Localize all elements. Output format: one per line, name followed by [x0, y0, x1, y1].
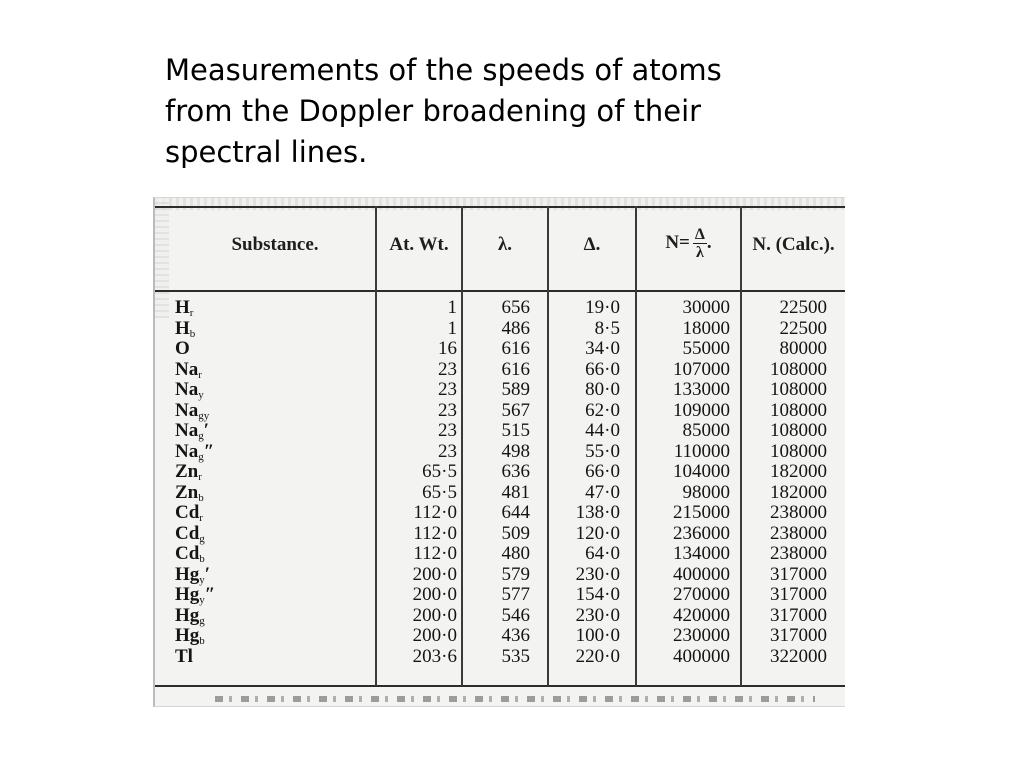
- header-lambda: λ.: [497, 234, 513, 255]
- n-calculated-cell: 238000: [770, 522, 827, 544]
- element-symbol: Hg: [175, 584, 200, 605]
- dot-leader: [231, 544, 369, 564]
- prime-mark: ′: [203, 420, 210, 441]
- element-symbol: O: [175, 338, 190, 359]
- n-calculated-cell: 108000: [770, 358, 827, 380]
- delta-cell: 154·0: [575, 584, 620, 605]
- caption-line-3: spectral lines.: [165, 135, 368, 169]
- dot-leader: [231, 380, 369, 400]
- dot-leader: [231, 565, 369, 585]
- slide-caption: [165, 50, 805, 173]
- wavelength-cell: 656: [501, 297, 530, 318]
- header-substance: Substance.: [231, 234, 319, 255]
- element-symbol: H: [175, 317, 190, 339]
- n-measured-cell: 110000: [673, 440, 730, 462]
- delta-cell: 47·0: [585, 481, 620, 503]
- table-row: [155, 503, 845, 524]
- caption-line-1: Measurements of the speeds of atoms: [165, 53, 722, 87]
- wavelength-cell: 436: [501, 625, 530, 646]
- header-n-formula: N= $\frac{\Delta}{\lambda}$ .: [665, 226, 712, 261]
- line-subscript: r: [199, 512, 203, 524]
- element-symbol: Na: [175, 379, 199, 400]
- n-measured-cell: 270000: [673, 584, 730, 605]
- header-n-calc: N. (Calc.).: [752, 234, 835, 255]
- n-measured-cell: 18000: [682, 317, 730, 339]
- n-measured-cell: 55000: [682, 338, 730, 359]
- table-row: [155, 606, 845, 627]
- dot-leader: [211, 319, 369, 339]
- dot-leader: [231, 647, 369, 667]
- n-calculated-cell: 182000: [770, 481, 827, 503]
- atomic-weight-cell: 200·0: [412, 563, 457, 585]
- n-calculated-cell: 238000: [770, 502, 827, 523]
- wavelength-cell: 636: [501, 461, 530, 482]
- n-calculated-cell: 317000: [770, 625, 827, 646]
- n-measured-cell: 109000: [673, 399, 730, 421]
- caption-line-2: from the Doppler broadening of their: [165, 94, 702, 128]
- dot-leader: [231, 585, 369, 605]
- line-subscript: b: [199, 553, 205, 565]
- line-subscript: y: [199, 573, 205, 586]
- atomic-weight-cell: 200·0: [412, 584, 457, 605]
- table-row: [155, 319, 845, 340]
- delta-cell: 62·0: [585, 399, 620, 421]
- header-at-wt: At. Wt.: [389, 234, 449, 255]
- n-calculated-cell: 108000: [770, 420, 827, 441]
- n-measured-cell: 420000: [673, 604, 730, 626]
- element-symbol: Cd: [175, 543, 200, 564]
- atomic-weight-cell: 23: [438, 399, 457, 421]
- line-subscript: r: [198, 471, 202, 483]
- wavelength-cell: 546: [501, 604, 530, 626]
- line-subscript: g: [199, 614, 205, 627]
- wavelength-cell: 616: [501, 358, 530, 380]
- n-calculated-cell: 317000: [770, 584, 827, 605]
- element-symbol: Hg: [175, 625, 200, 646]
- dot-leader: [231, 626, 369, 646]
- delta-cell: 230·0: [575, 563, 620, 585]
- table-row: [155, 401, 845, 422]
- element-symbol: Na: [175, 358, 199, 380]
- n-measured-cell: 215000: [673, 502, 730, 523]
- line-subscript: g: [198, 430, 204, 442]
- wavelength-cell: 579: [501, 563, 530, 585]
- delta-cell: 44·0: [585, 420, 620, 441]
- line-subscript: y: [199, 594, 205, 606]
- line-subscript: b: [189, 327, 196, 340]
- table-row: [155, 626, 845, 647]
- element-symbol: Hg: [175, 604, 200, 626]
- delta-cell: 220·0: [575, 645, 620, 667]
- table-row: [155, 524, 845, 545]
- atomic-weight-cell: 23: [438, 420, 457, 441]
- atomic-weight-cell: 65·5: [422, 461, 457, 482]
- atomic-weight-cell: 203·6: [412, 645, 457, 667]
- table-row: [155, 339, 845, 360]
- table-row: [155, 380, 845, 401]
- wavelength-cell: 616: [501, 338, 530, 359]
- dot-leader: [231, 606, 369, 626]
- table-row: [155, 298, 845, 319]
- header-n-prefix: N=: [665, 231, 690, 253]
- line-subscript: b: [199, 635, 205, 647]
- table-row: [155, 360, 845, 381]
- delta-over-lambda-fraction: [693, 226, 707, 261]
- n-calculated-cell: 317000: [770, 563, 827, 585]
- n-measured-cell: 236000: [673, 522, 730, 544]
- wavelength-cell: 644: [501, 502, 530, 523]
- n-calculated-cell: 322000: [770, 645, 827, 667]
- n-calculated-cell: 317000: [770, 604, 827, 626]
- n-calculated-cell: 22500: [779, 317, 827, 339]
- delta-cell: 19·0: [585, 297, 620, 318]
- delta-cell: 80·0: [585, 379, 620, 400]
- delta-cell: 120·0: [575, 522, 620, 544]
- n-measured-cell: 98000: [682, 481, 730, 503]
- line-subscript: g: [198, 450, 204, 463]
- scan-footer-fragment: [215, 696, 815, 702]
- n-measured-cell: 133000: [673, 379, 730, 400]
- atomic-weight-cell: 112·0: [413, 502, 457, 523]
- element-symbol: Zn: [175, 461, 199, 482]
- dot-leader: [231, 483, 369, 503]
- dot-leader: [231, 421, 369, 441]
- table-row: [155, 421, 845, 442]
- line-subscript: gy: [198, 409, 210, 422]
- delta-cell: 66·0: [585, 358, 620, 380]
- atomic-weight-cell: 1: [447, 317, 457, 339]
- wavelength-cell: 515: [501, 420, 530, 441]
- element-symbol: Hg: [175, 563, 200, 585]
- dot-leader: [231, 360, 369, 380]
- dot-leader: [211, 298, 369, 318]
- line-subscript: r: [189, 307, 194, 319]
- atomic-weight-cell: 16: [438, 338, 457, 359]
- prime-mark: ″: [204, 584, 216, 605]
- delta-cell: 138·0: [575, 502, 620, 523]
- dot-leader: [231, 462, 369, 482]
- fraction-denominator: λ: [695, 244, 704, 261]
- atomic-weight-cell: 1: [447, 297, 457, 318]
- wavelength-cell: 567: [501, 399, 530, 421]
- delta-cell: 230·0: [575, 604, 620, 626]
- wavelength-cell: 577: [501, 584, 530, 605]
- n-measured-cell: 85000: [682, 420, 730, 441]
- line-subscript: y: [198, 389, 204, 401]
- atomic-weight-cell: 23: [438, 379, 457, 400]
- scanned-table: [153, 197, 845, 707]
- table-row: [155, 462, 845, 483]
- n-calculated-cell: 182000: [770, 461, 827, 482]
- prime-mark: ″: [203, 440, 215, 462]
- atomic-weight-cell: 23: [438, 358, 457, 380]
- table-row: [155, 565, 845, 586]
- atomic-weight-cell: 23: [438, 440, 457, 462]
- atomic-weight-cell: 200·0: [412, 604, 457, 626]
- delta-cell: 8·5: [594, 317, 620, 339]
- header-delta: Δ.: [583, 234, 601, 255]
- n-measured-cell: 104000: [673, 461, 730, 482]
- wavelength-cell: 589: [501, 379, 530, 400]
- atomic-weight-cell: 200·0: [412, 625, 457, 646]
- dot-leader: [231, 442, 369, 462]
- n-calculated-cell: 238000: [770, 543, 827, 564]
- atomic-weight-cell: 112·0: [413, 543, 457, 564]
- line-subscript: b: [198, 491, 204, 504]
- element-symbol: Tl: [175, 645, 193, 667]
- dot-leader: [231, 401, 369, 421]
- wavelength-cell: 480: [501, 543, 530, 564]
- delta-cell: 66·0: [585, 461, 620, 482]
- prime-mark: ′: [204, 563, 211, 585]
- n-measured-cell: 400000: [673, 645, 730, 667]
- wavelength-cell: 486: [501, 317, 530, 339]
- element-symbol: Zn: [175, 481, 199, 503]
- wavelength-cell: 481: [501, 481, 530, 503]
- line-subscript: r: [198, 368, 202, 381]
- n-measured-cell: 400000: [673, 563, 730, 585]
- table-row: [155, 442, 845, 463]
- table-row: [155, 544, 845, 565]
- line-subscript: g: [199, 532, 205, 545]
- atomic-weight-cell: 112·0: [413, 522, 457, 544]
- element-symbol: Na: [175, 420, 199, 441]
- delta-cell: 55·0: [585, 440, 620, 462]
- element-symbol: Na: [175, 440, 199, 462]
- dot-leader: [231, 524, 369, 544]
- n-measured-cell: 30000: [682, 297, 730, 318]
- fraction-numerator: Δ: [694, 226, 705, 243]
- table-row: [155, 483, 845, 504]
- n-measured-cell: 134000: [673, 543, 730, 564]
- wavelength-cell: 509: [501, 522, 530, 544]
- atomic-weight-cell: 65·5: [422, 481, 457, 503]
- n-calculated-cell: 22500: [779, 297, 827, 318]
- n-measured-cell: 230000: [673, 625, 730, 646]
- dot-leader: [231, 503, 369, 523]
- n-measured-cell: 107000: [673, 358, 730, 380]
- wavelength-cell: 535: [501, 645, 530, 667]
- element-symbol: H: [175, 297, 190, 318]
- n-calculated-cell: 108000: [770, 440, 827, 462]
- delta-cell: 34·0: [585, 338, 620, 359]
- element-symbol: Cd: [175, 502, 200, 523]
- delta-cell: 64·0: [585, 543, 620, 564]
- table-row: [155, 647, 845, 668]
- element-symbol: Na: [175, 399, 199, 421]
- dot-leader: [211, 339, 369, 359]
- delta-cell: 100·0: [575, 625, 620, 646]
- n-calculated-cell: 80000: [779, 338, 827, 359]
- n-calculated-cell: 108000: [770, 379, 827, 400]
- table-row: [155, 585, 845, 606]
- n-calculated-cell: 108000: [770, 399, 827, 421]
- wavelength-cell: 498: [501, 440, 530, 462]
- element-symbol: Cd: [175, 522, 200, 544]
